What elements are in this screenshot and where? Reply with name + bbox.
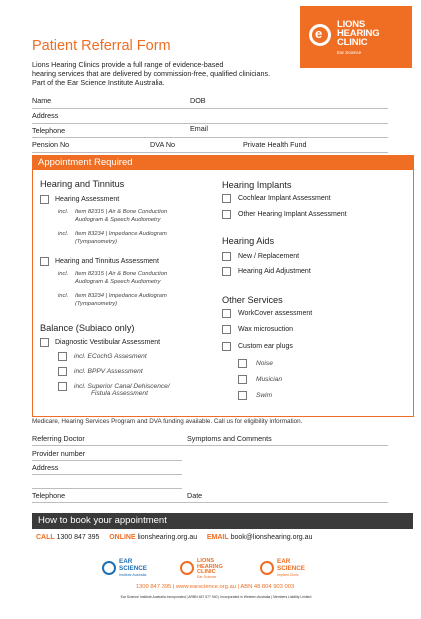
hearing-tinnitus-assessment-checkbox[interactable]	[40, 257, 49, 266]
online-label: ONLINE	[109, 534, 136, 541]
other-implant-label: Other Hearing Implant Assessment	[238, 211, 347, 218]
call-label: CALL	[36, 534, 55, 541]
referrer-telephone-date-row[interactable]	[32, 490, 388, 503]
referring-doctor-row[interactable]	[32, 433, 388, 446]
private-health-label: Private Health Fund	[243, 140, 307, 149]
wax-microsuction-label: Wax microsuction	[238, 326, 293, 333]
hearing-assessment-label: Hearing Assessment	[55, 196, 120, 203]
booking-header: How to book your appointment	[32, 513, 413, 529]
noise-checkbox[interactable]	[238, 359, 247, 368]
new-replacement-checkbox[interactable]	[222, 252, 231, 261]
telephone-email-row[interactable]	[32, 124, 388, 138]
lions-hearing-footer-logo: LIONS HEARING CLINIC Ear Science	[180, 556, 250, 580]
bppv-label: incl. BPPV Assessment	[74, 368, 143, 375]
online-value[interactable]: lionshearing.org.au	[137, 534, 198, 541]
musician-label: Musician	[256, 376, 283, 383]
swim-checkbox[interactable]	[238, 391, 247, 400]
hearing-tinnitus-title: Hearing and Tinnitus	[40, 179, 125, 189]
other-implant-checkbox[interactable]	[222, 210, 231, 219]
name-dob-row[interactable]	[32, 95, 388, 109]
dob-label: DOB	[190, 96, 206, 105]
call-value[interactable]: 1300 847 395	[56, 534, 100, 541]
custom-ear-plugs-label: Custom ear plugs	[238, 343, 293, 350]
ha-incl-tag-1: incl.	[58, 209, 69, 215]
email-label: EMAIL	[206, 534, 229, 541]
ecochg-checkbox[interactable]	[58, 352, 67, 361]
date-label: Date	[187, 491, 203, 500]
logo-mark-letter: e	[315, 26, 323, 41]
cochlear-implant-checkbox[interactable]	[222, 194, 231, 203]
referrer-address-line2[interactable]	[32, 476, 182, 489]
ha-incl-item-1: Item 82315 | Air & Bone Conduction Audiogram & Speech Audiometry	[75, 209, 168, 223]
address-row[interactable]	[32, 110, 388, 124]
ha-incl-item-2: Item 83234 | Impedance Audiogram (Tympanometry)	[75, 231, 167, 245]
funding-note: Medicare, Hearing Services Program and DVA funding available. Call us for eligibility information.	[32, 418, 303, 425]
workcover-label: WorkCover assessment	[238, 310, 313, 317]
lions-hearing-logo	[300, 6, 412, 68]
superior-canal-checkbox[interactable]	[58, 382, 67, 391]
ht-incl-tag-1: incl.	[58, 271, 69, 277]
name-label: Name	[32, 96, 52, 105]
email-label: Email	[190, 124, 208, 133]
cochlear-implant-label: Cochlear Implant Assessment	[238, 195, 331, 202]
appointment-header: Appointment Required	[32, 155, 413, 170]
provider-number-row[interactable]	[32, 448, 182, 461]
new-replacement-label: New / Replacement	[238, 253, 300, 260]
ear-science-ring-icon	[102, 561, 116, 575]
swim-label: Swim	[256, 392, 273, 399]
referrer-address-label: Address	[32, 463, 59, 472]
hearing-implants-title: Hearing Implants	[222, 180, 292, 190]
musician-checkbox[interactable]	[238, 375, 247, 384]
aid-adjustment-label: Hearing Aid Adjustment	[238, 268, 311, 275]
ecochg-label: incl. ECochG Assesment	[74, 353, 147, 360]
balance-title: Balance (Subiaco only)	[40, 323, 135, 333]
footer-logos	[100, 556, 330, 580]
form-title: Patient Referral Form	[32, 38, 171, 54]
provider-number-label: Provider number	[32, 449, 86, 458]
ht-incl-item-1: Item 82315 | Air & Bone Conduction Audiogram & Speech Audiometry	[75, 271, 168, 285]
wax-microsuction-checkbox[interactable]	[222, 325, 231, 334]
pension-dva-health-row[interactable]	[32, 139, 388, 153]
booking-contacts	[36, 534, 312, 541]
address-label: Address	[32, 111, 59, 120]
noise-label: Noise	[256, 360, 273, 367]
hearing-assessment-checkbox[interactable]	[40, 195, 49, 204]
diagnostic-vestibular-checkbox[interactable]	[40, 338, 49, 347]
aid-adjustment-checkbox[interactable]	[222, 267, 231, 276]
referrer-address-row[interactable]	[32, 462, 182, 475]
diagnostic-vestibular-label: Diagnostic Vestibular Assessment	[55, 339, 161, 346]
symptoms-label: Symptoms and Comments	[187, 434, 272, 443]
ht-incl-tag-2: incl.	[58, 293, 69, 299]
hearing-aids-title: Hearing Aids	[222, 236, 275, 246]
footer-contacts: 1300 847 395 | www.earscience.org.au | ABN 48 804 903 003	[135, 584, 295, 590]
workcover-checkbox[interactable]	[222, 309, 231, 318]
bppv-checkbox[interactable]	[58, 367, 67, 376]
referring-doctor-label: Referring Doctor	[32, 434, 85, 443]
hearing-tinnitus-assessment-label: Hearing and Tinnitus Assessment	[55, 258, 159, 265]
ht-incl-item-2: Item 83234 | Impedance Audiogram (Tympanometry)	[75, 293, 167, 307]
footer-legal: Ear Science Institute Australia Incorporated | ARBN 487 577 940 | Incorporated in Western Australia | Members Liability Limited	[120, 595, 312, 599]
logo-subtitle: Ear Science	[337, 50, 362, 55]
telephone-label: Telephone	[32, 126, 66, 135]
custom-ear-plugs-checkbox[interactable]	[222, 342, 231, 351]
logo-wordmark: LIONS HEARING CLINIC	[337, 19, 380, 48]
ear-science-institute-logo: EAR SCIENCE Institute Australia	[102, 556, 172, 580]
pension-label: Pension No	[32, 140, 70, 149]
email-value[interactable]: book@lionshearing.org.au	[230, 534, 313, 541]
lions-ring-icon	[180, 561, 194, 575]
ha-incl-tag-2: incl.	[58, 231, 69, 237]
other-services-title: Other Services	[222, 295, 283, 305]
intro-text: Lions Hearing Clinics provide a full range of evidence-based hearing services that are delivered by commission-free, qualified clinicians. Part of the Ear Science Institute Australia.	[32, 60, 271, 88]
dva-label: DVA No	[150, 140, 176, 149]
implant-ring-icon	[260, 561, 274, 575]
ear-science-implant-logo: EAR SCIENCE Implant Clinic	[260, 556, 330, 580]
superior-canal-label: incl. Superior Canal Dehiscence/ Fistula Assessment	[74, 383, 170, 397]
referrer-telephone-label: Telephone	[32, 491, 66, 500]
